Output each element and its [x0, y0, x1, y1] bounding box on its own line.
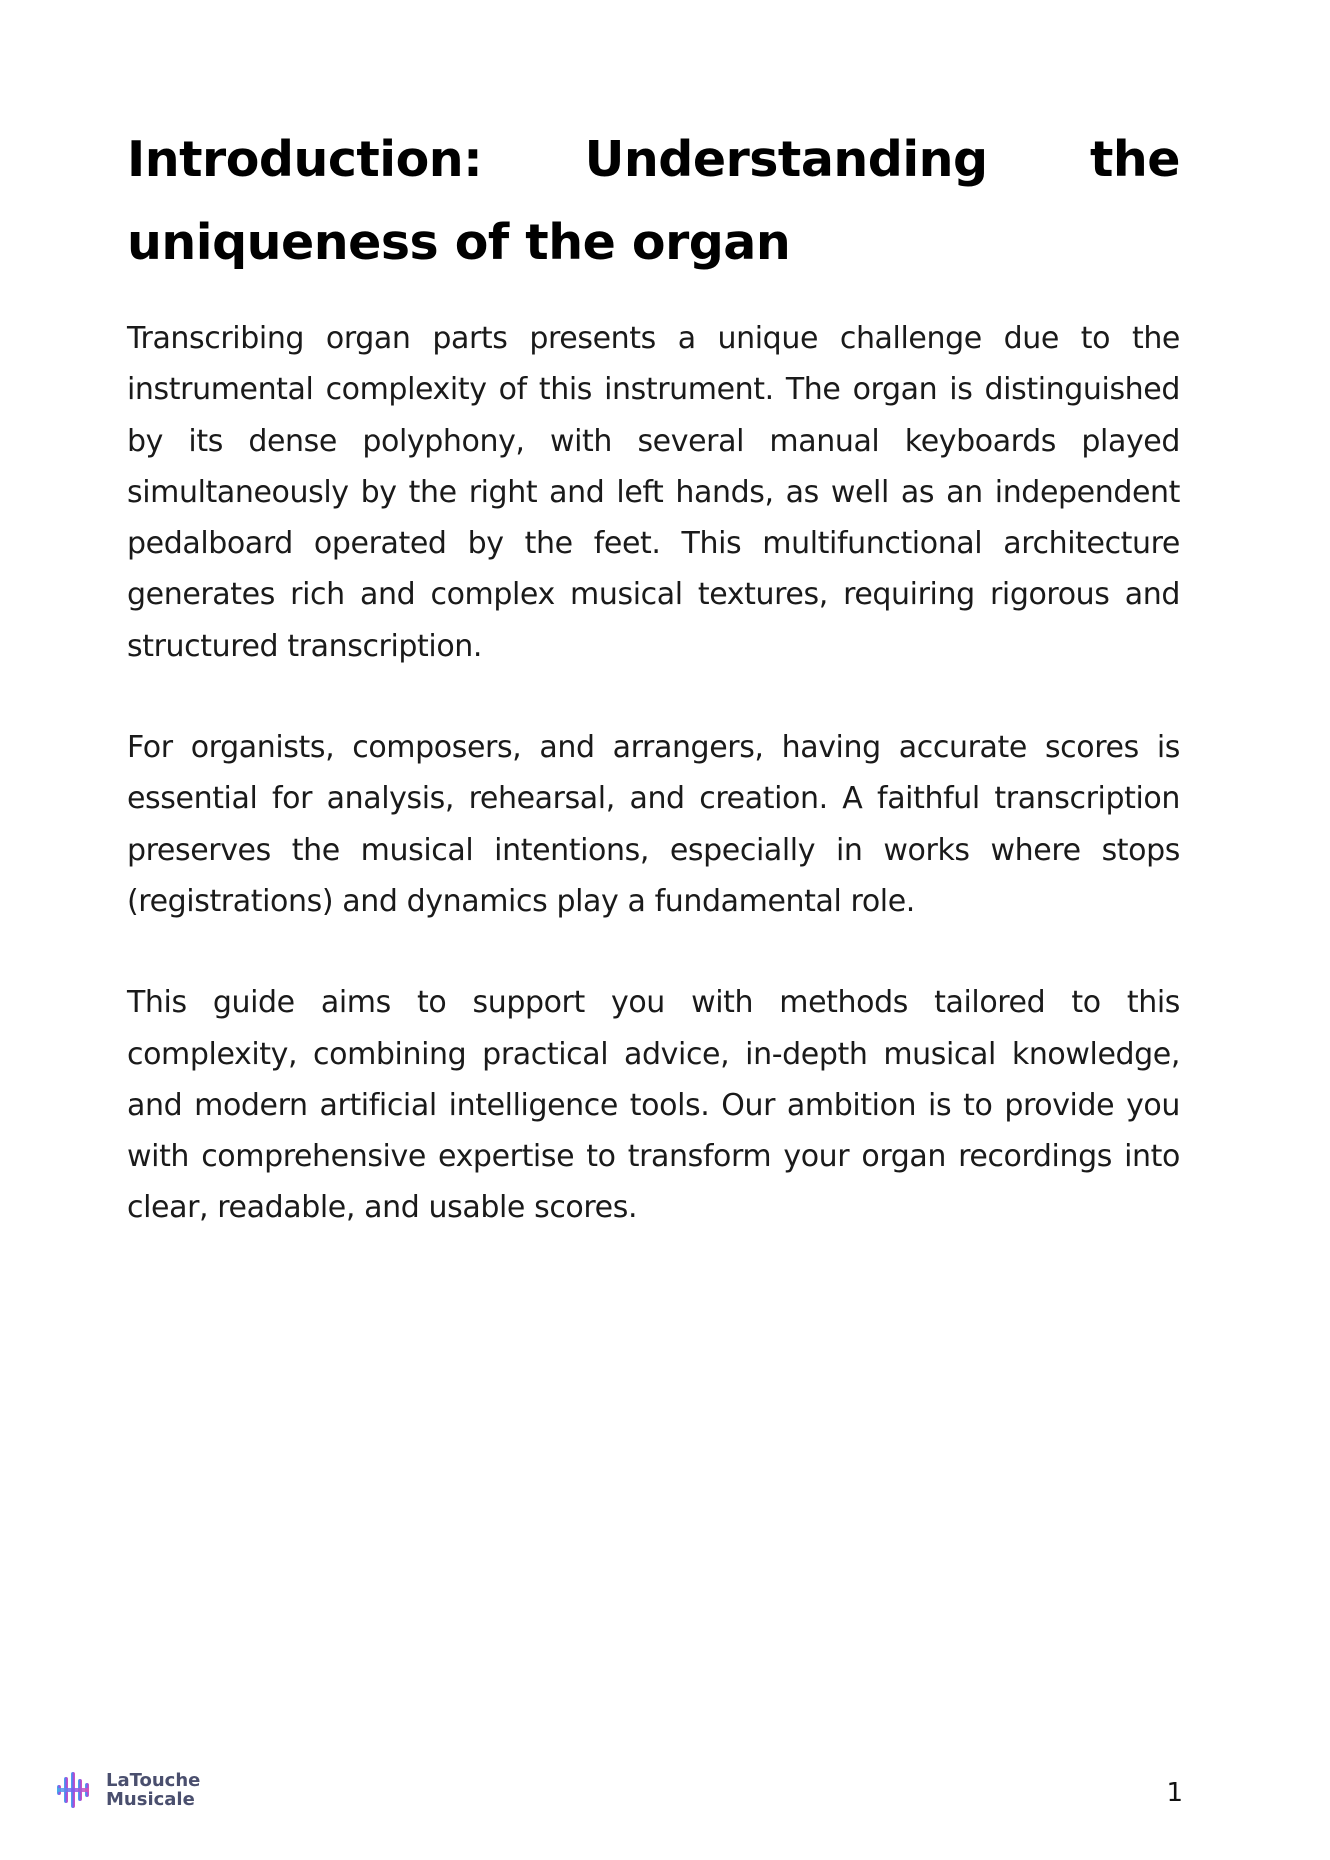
logo-line-1: LaTouche — [106, 1770, 201, 1791]
sound-wave-logo-icon — [54, 1769, 96, 1811]
paragraph-3: This guide aims to support you with methods tailored to this complexity, combining practical advice, in-depth musical knowledge, and modern artificial intelligence tools. Our ambition is to provide you with comprehensive expertise to transform your organ recordings into clear, readable, and usable scores. — [127, 985, 1180, 1226]
paragraph-1: Transcribing organ parts presents a unique challenge due to the instrumental complexity of this instrument. The organ is distinguished by its dense polyphony, with several manual keyboards played simultaneously by the right and left hands, as well as an independent pedalboard operated by the feet. This multifunctional architecture generates rich and complex musical textures, requiring rigorous and structured transcription. — [127, 321, 1180, 664]
footer-logo — [54, 1768, 200, 1812]
logo-line-2: Musicale — [106, 1789, 195, 1810]
page-content — [127, 118, 1180, 1234]
page-number: 1 — [1166, 1778, 1183, 1808]
page-title: Introduction: Understanding the uniqueness of the organ — [127, 131, 1180, 271]
logo-wordmark — [106, 1771, 200, 1809]
paragraph-2: For organists, composers, and arrangers, having accurate scores is essential for analysis, rehearsal, and creation. A faithful transcription preserves the musical intentions, especially in works where stops (registrations) and dynamics play a fundamental role. — [127, 730, 1180, 919]
